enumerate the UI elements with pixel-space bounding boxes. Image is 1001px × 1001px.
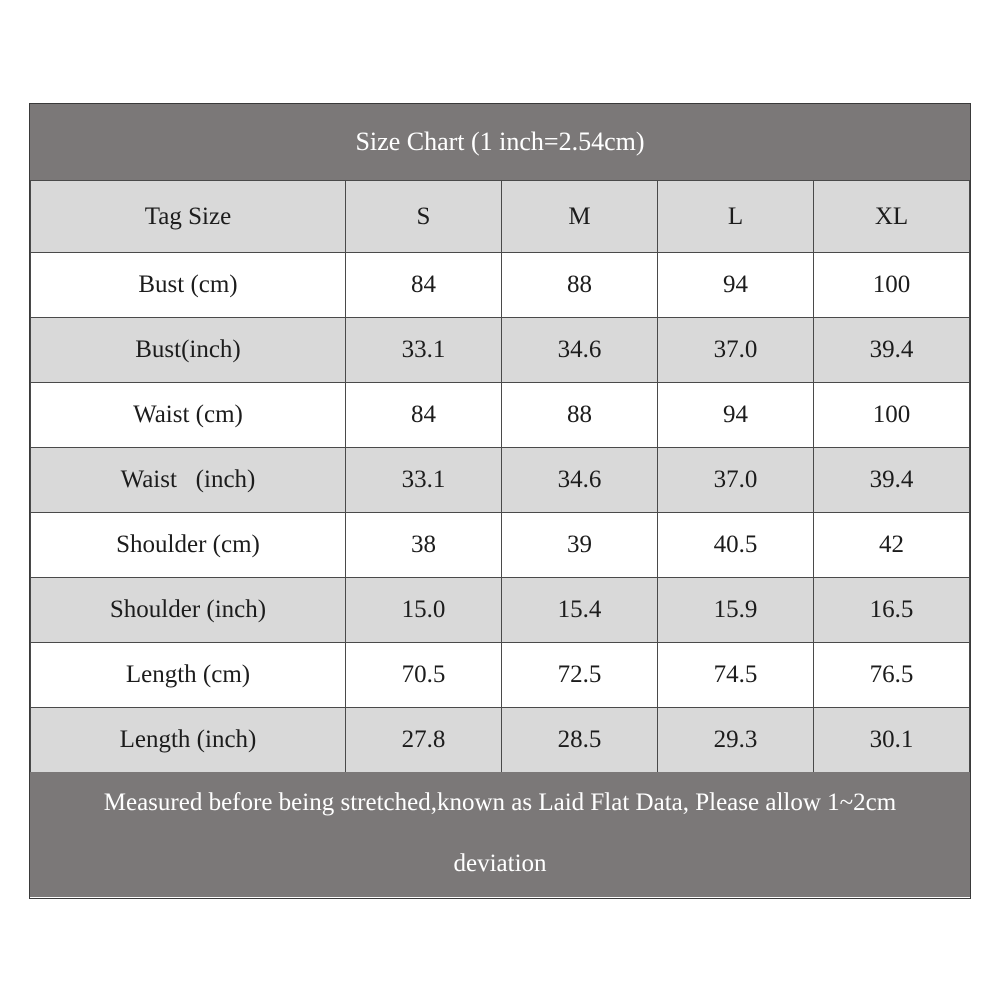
table-row	[31, 578, 970, 643]
table-cell: 39.4	[814, 448, 970, 513]
table-cell: 72.5	[502, 643, 658, 708]
table-cell: 76.5	[814, 643, 970, 708]
table-row	[31, 318, 970, 383]
note-line-2: deviation	[453, 850, 547, 877]
table-cell: 70.5	[346, 643, 502, 708]
table-cell: 88	[502, 383, 658, 448]
table-cell: 30.1	[814, 708, 970, 773]
table-row	[31, 383, 970, 448]
size-header-m: M	[502, 181, 658, 253]
table-cell: 38	[346, 513, 502, 578]
table-cell: 94	[658, 253, 814, 318]
row-label: Bust(inch)	[31, 318, 346, 383]
table-row	[31, 513, 970, 578]
table-row	[31, 448, 970, 513]
table-cell: 29.3	[658, 708, 814, 773]
table-row	[31, 708, 970, 773]
table-cell: 37.0	[658, 318, 814, 383]
size-header-l: L	[658, 181, 814, 253]
table-row	[31, 643, 970, 708]
table-cell: 42	[814, 513, 970, 578]
table-cell: 100	[814, 383, 970, 448]
table-cell: 88	[502, 253, 658, 318]
note-line-1: Measured before being stretched,known as Laid Flat Data, Please allow 1~2cm	[103, 789, 897, 816]
row-label: Waist (inch)	[31, 448, 346, 513]
measurement-note	[30, 772, 970, 897]
table-cell: 28.5	[502, 708, 658, 773]
table-cell: 16.5	[814, 578, 970, 643]
table-cell: 84	[346, 383, 502, 448]
table-cell: 15.0	[346, 578, 502, 643]
table-cell: 39	[502, 513, 658, 578]
row-label: Length (cm)	[31, 643, 346, 708]
table-cell: 34.6	[502, 448, 658, 513]
table-row	[31, 253, 970, 318]
table-cell: 74.5	[658, 643, 814, 708]
row-label: Shoulder (cm)	[31, 513, 346, 578]
size-header-s: S	[346, 181, 502, 253]
row-label: Bust (cm)	[31, 253, 346, 318]
table-cell: 27.8	[346, 708, 502, 773]
chart-title: Size Chart (1 inch=2.54cm)	[30, 104, 970, 180]
table-cell: 33.1	[346, 318, 502, 383]
size-table	[30, 180, 970, 773]
header-label: Tag Size	[31, 181, 346, 253]
size-header-xl: XL	[814, 181, 970, 253]
row-label: Waist (cm)	[31, 383, 346, 448]
row-label: Length (inch)	[31, 708, 346, 773]
row-label: Shoulder (inch)	[31, 578, 346, 643]
table-cell: 15.4	[502, 578, 658, 643]
table-cell: 33.1	[346, 448, 502, 513]
table-cell: 39.4	[814, 318, 970, 383]
header-row	[31, 181, 970, 253]
table-cell: 37.0	[658, 448, 814, 513]
table-cell: 84	[346, 253, 502, 318]
table-cell: 40.5	[658, 513, 814, 578]
table-cell: 15.9	[658, 578, 814, 643]
size-chart	[29, 103, 971, 899]
table-cell: 34.6	[502, 318, 658, 383]
table-cell: 100	[814, 253, 970, 318]
table-cell: 94	[658, 383, 814, 448]
